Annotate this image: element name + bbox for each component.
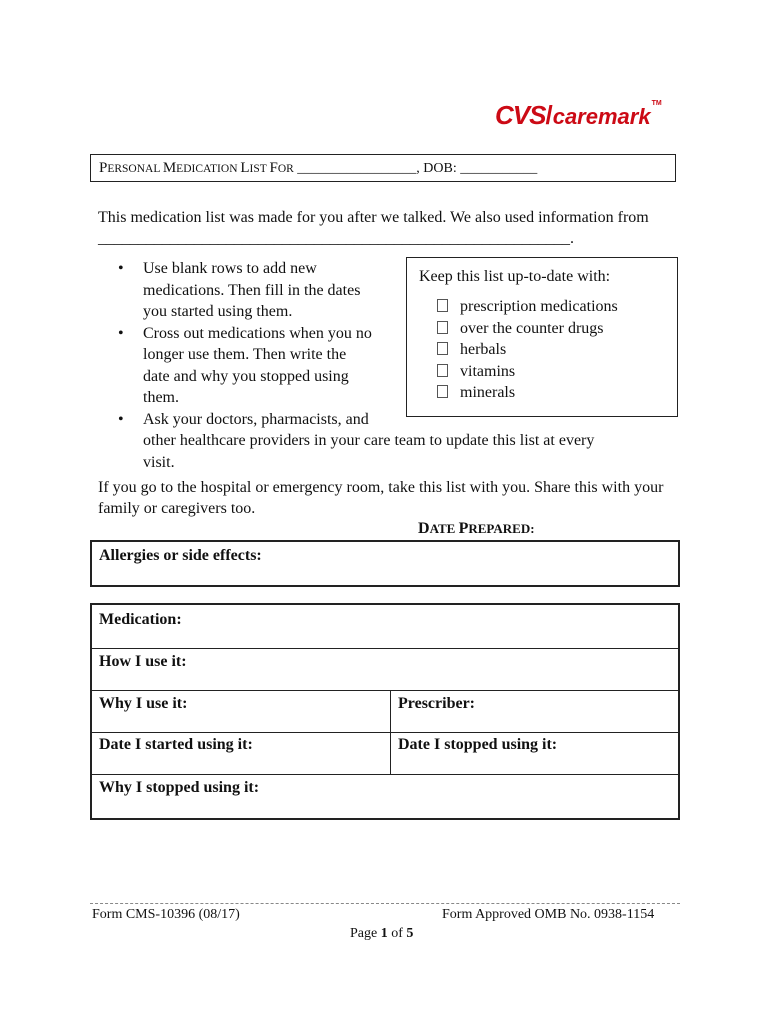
keep-item (437, 339, 618, 361)
bullet-line: Use blank rows to add new (143, 260, 317, 277)
bullet-line: visit. (143, 453, 175, 471)
cvs-caremark-logo (495, 100, 662, 131)
dp-small: ATE (429, 521, 459, 536)
page-word: Page (350, 926, 381, 941)
how-used-label[interactable]: How I use it: (99, 653, 187, 670)
medication-label[interactable]: Medication: (99, 611, 182, 628)
medication-table (90, 603, 680, 820)
keep-item (437, 361, 618, 383)
bullet-line: date and why you stopped using (143, 367, 349, 385)
row-divider (92, 774, 678, 775)
date-stopped-label[interactable]: Date I stopped using it: (398, 736, 558, 753)
bullet-dot-icon: • (118, 324, 124, 342)
logo-slash: / (545, 100, 553, 130)
footer-divider (90, 903, 680, 904)
page-total: 5 (406, 926, 414, 941)
bullet-line: medications. Then fill in the dates (143, 281, 361, 299)
logo-trademark: TM (651, 100, 662, 107)
bullet-line: them. (143, 389, 179, 406)
page-current: 1 (380, 926, 388, 941)
personal-medication-list-title (90, 154, 676, 182)
prescriber-label[interactable]: Prescriber: (398, 695, 475, 712)
title-small: IST (249, 163, 270, 175)
page-of: of (387, 926, 407, 941)
keep-item-label: minerals (460, 384, 516, 401)
column-divider (390, 690, 391, 774)
row-divider (92, 690, 678, 691)
keep-up-to-date-box (406, 257, 678, 417)
title-small: OR (277, 163, 294, 175)
dp-cap: D (418, 520, 430, 537)
title-cap: L (240, 160, 250, 176)
keep-item (437, 382, 618, 404)
allergies-field[interactable] (90, 540, 680, 587)
allergies-label: Allergies or side effects: (99, 547, 262, 564)
bullet-line: other healthcare providers in your care team to update this list at every (143, 432, 595, 449)
title-name-dob-blanks: _________________, DOB: ___________ (293, 161, 538, 176)
keep-item (437, 318, 618, 340)
form-number: Form CMS-10396 (08/17) (92, 907, 240, 922)
logo-brand: CVS (495, 100, 546, 130)
checkbox-icon[interactable] (437, 342, 448, 355)
why-used-label[interactable]: Why I use it: (99, 695, 188, 712)
keep-item-label: herbals (460, 341, 507, 358)
checkbox-icon[interactable] (437, 299, 448, 312)
keep-item (437, 296, 618, 318)
dp-cap: P (458, 520, 469, 537)
title-small: EDICATION (176, 163, 241, 175)
bullet-line: longer use them. Then write the (143, 346, 347, 363)
keep-item-label: prescription medications (460, 298, 618, 315)
omb-number: Form Approved OMB No. 0938-1154 (442, 907, 655, 922)
checkbox-icon[interactable] (437, 321, 448, 334)
intro-paragraph: This medication list was made for you after we talked. We also used information from ___________________________________________________________. (98, 209, 649, 247)
keep-heading: Keep this list up-to-date with: (419, 268, 611, 285)
keep-checklist (437, 296, 618, 404)
checkbox-icon[interactable] (437, 364, 448, 377)
date-prepared-label (418, 520, 535, 538)
title-cap: M (162, 160, 177, 176)
logo-sub: caremark (552, 104, 651, 129)
row-divider (92, 648, 678, 649)
keep-item-label: over the counter drugs (460, 319, 604, 337)
bullet-line: Cross out medications when you no (143, 324, 372, 342)
bullet-line: you started using them. (143, 303, 293, 320)
keep-item-label: vitamins (460, 362, 516, 380)
bullet-dot-icon: • (118, 260, 124, 277)
row-divider (92, 732, 678, 733)
page-number (350, 926, 413, 942)
bullet-dot-icon: • (118, 410, 124, 428)
why-stopped-label[interactable]: Why I stopped using it: (99, 779, 260, 796)
bullet-item (98, 409, 658, 474)
title-cap: P (99, 160, 108, 176)
dp-small: REPARED: (468, 521, 535, 536)
hospital-paragraph: If you go to the hospital or emergency room, take this list with you. Share this with your family or caregivers too. (98, 479, 664, 517)
bullet-line: Ask your doctors, pharmacists, and (143, 410, 369, 428)
checkbox-icon[interactable] (437, 385, 448, 398)
title-cap: F (269, 160, 278, 176)
date-started-label[interactable]: Date I started using it: (99, 736, 253, 753)
title-small: ERSONAL (107, 163, 163, 175)
